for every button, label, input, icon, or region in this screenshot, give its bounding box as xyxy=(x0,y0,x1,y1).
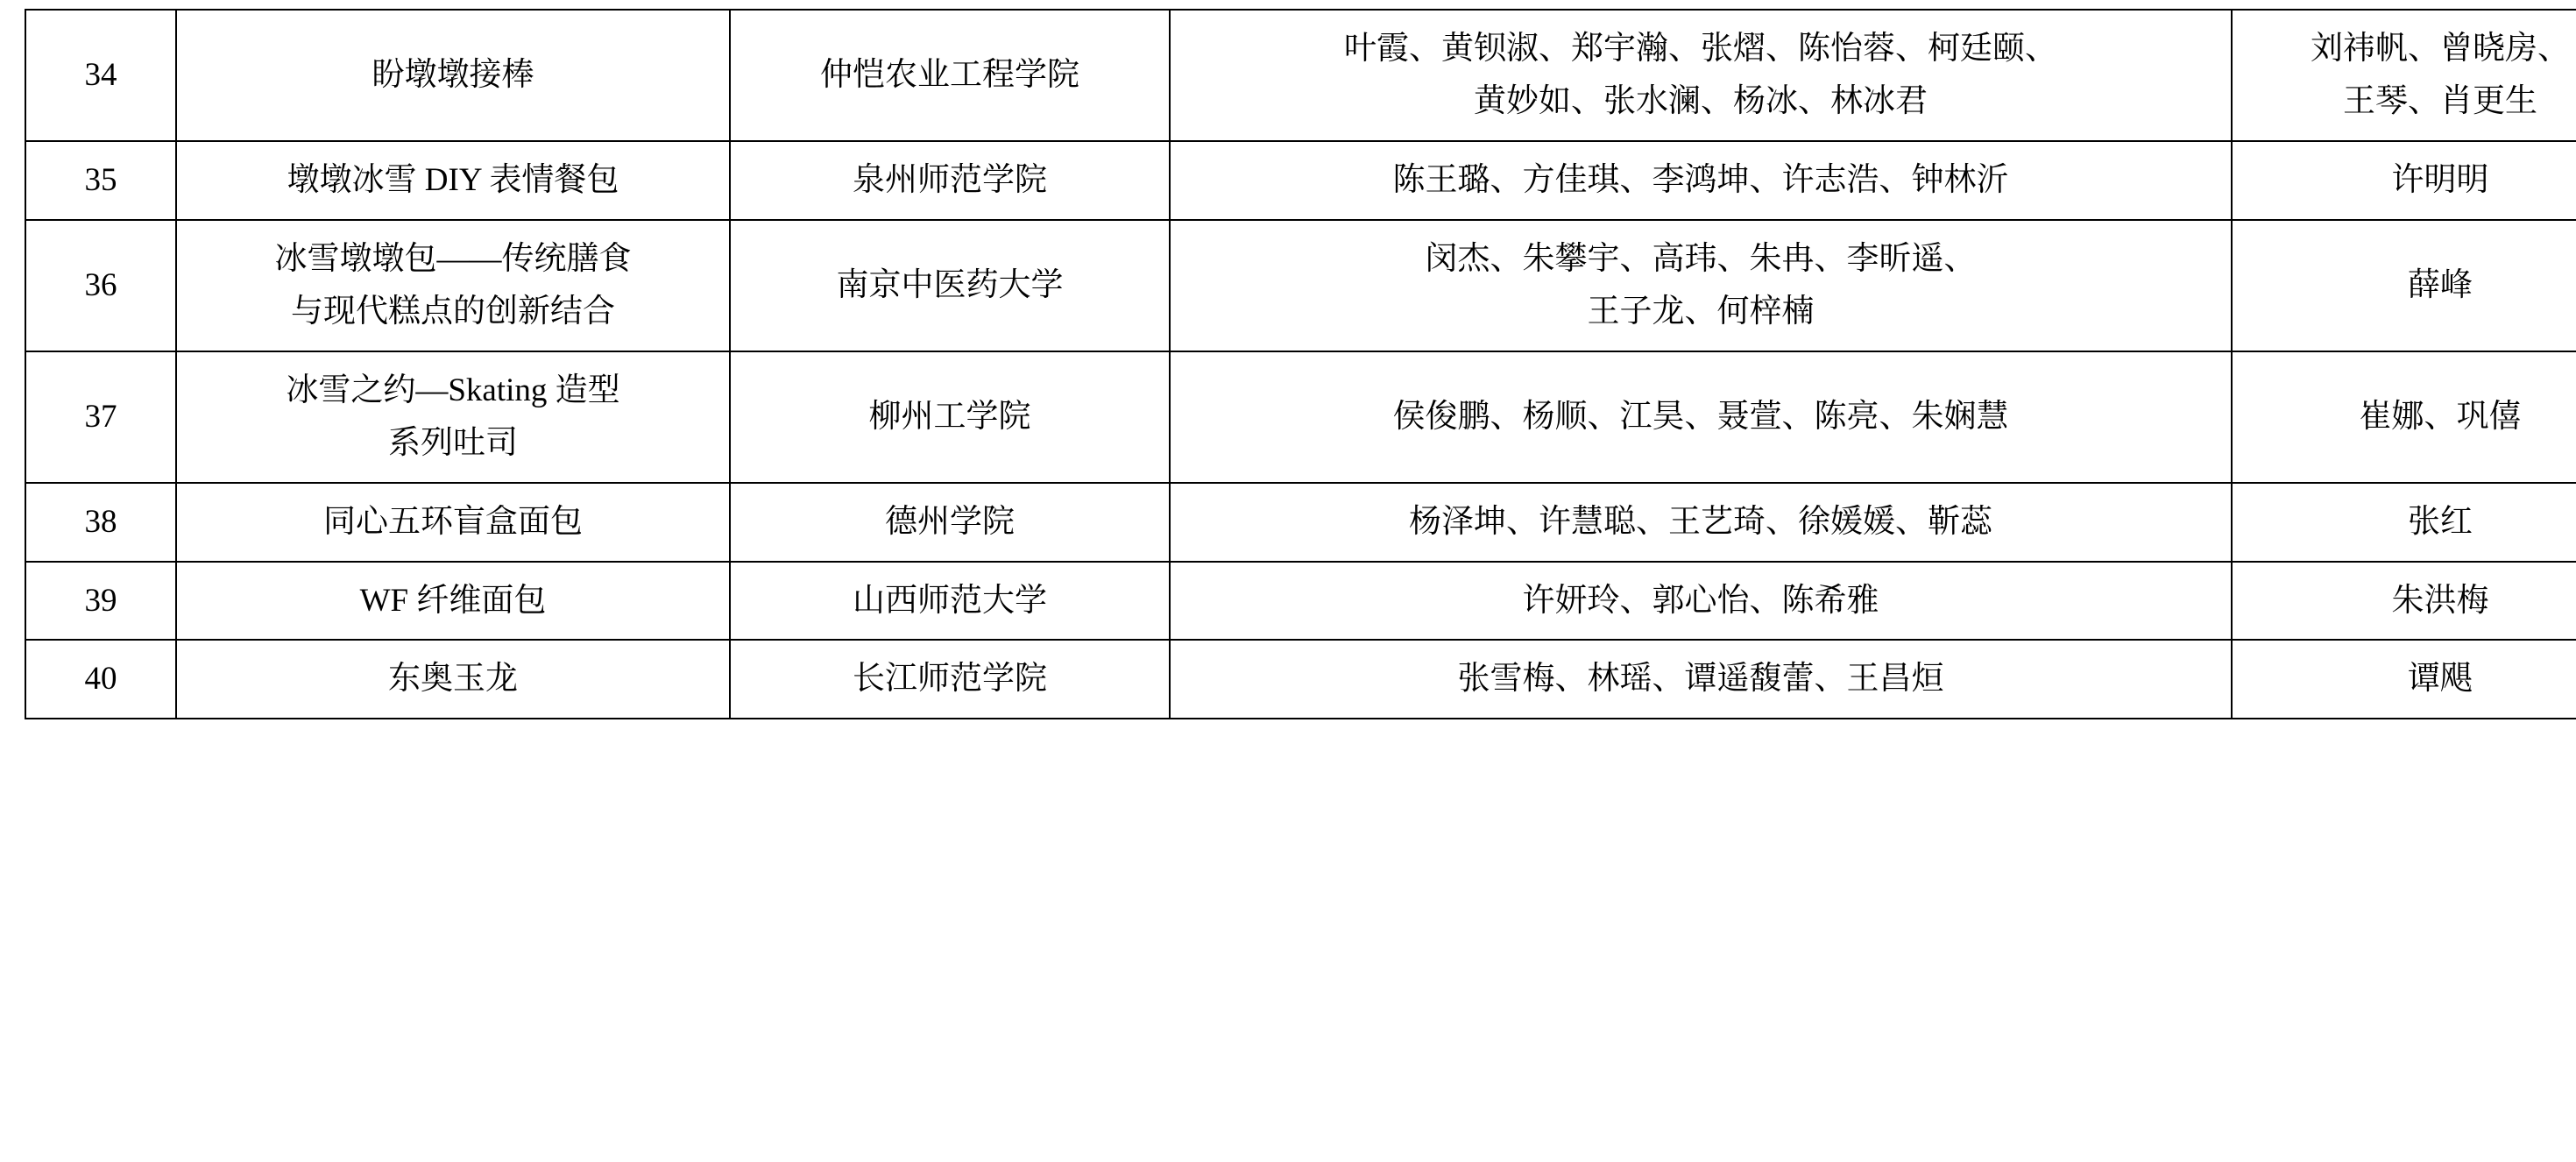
work-title: 冰雪之约—Skating 造型 系列吐司 xyxy=(176,351,730,483)
team-members: 闵杰、朱攀宇、高玮、朱冉、李昕遥、 王子龙、何梓楠 xyxy=(1170,220,2232,351)
advisor-teacher: 谭飓 xyxy=(2232,640,2576,719)
work-title: 东奥玉龙 xyxy=(176,640,730,719)
row-number: 39 xyxy=(25,562,176,641)
row-number: 36 xyxy=(25,220,176,351)
school-name: 仲恺农业工程学院 xyxy=(730,10,1170,141)
table-row xyxy=(25,562,2576,641)
advisor-teacher: 刘祎帆、曾晓房、 王琴、肖更生 xyxy=(2232,10,2576,141)
team-members: 杨泽坤、许慧聪、王艺琦、徐媛媛、靳蕊 xyxy=(1170,483,2232,562)
school-name: 柳州工学院 xyxy=(730,351,1170,483)
row-number: 37 xyxy=(25,351,176,483)
team-members: 张雪梅、林瑶、谭遥馥蕾、王昌烜 xyxy=(1170,640,2232,719)
advisor-teacher: 朱洪梅 xyxy=(2232,562,2576,641)
school-name: 德州学院 xyxy=(730,483,1170,562)
table-row xyxy=(25,220,2576,351)
table-row xyxy=(25,10,2576,141)
team-members: 侯俊鹏、杨顺、江昊、聂萱、陈亮、朱娴慧 xyxy=(1170,351,2232,483)
table-row xyxy=(25,640,2576,719)
advisor-teacher: 薛峰 xyxy=(2232,220,2576,351)
school-name: 山西师范大学 xyxy=(730,562,1170,641)
entries-table-body xyxy=(25,10,2576,719)
school-name: 泉州师范学院 xyxy=(730,141,1170,220)
advisor-teacher: 许明明 xyxy=(2232,141,2576,220)
table-row xyxy=(25,351,2576,483)
school-name: 长江师范学院 xyxy=(730,640,1170,719)
team-members: 叶霞、黄钡淑、郑宇瀚、张熠、陈怡蓉、柯廷颐、 黄妙如、张水澜、杨冰、林冰君 xyxy=(1170,10,2232,141)
advisor-teacher: 张红 xyxy=(2232,483,2576,562)
work-title: 同心五环盲盒面包 xyxy=(176,483,730,562)
row-number: 35 xyxy=(25,141,176,220)
row-number: 34 xyxy=(25,10,176,141)
work-title: 墩墩冰雪 DIY 表情餐包 xyxy=(176,141,730,220)
row-number: 38 xyxy=(25,483,176,562)
school-name: 南京中医药大学 xyxy=(730,220,1170,351)
team-members: 陈王璐、方佳琪、李鸿坤、许志浩、钟林沂 xyxy=(1170,141,2232,220)
advisor-teacher: 崔娜、巩僖 xyxy=(2232,351,2576,483)
work-title: WF 纤维面包 xyxy=(176,562,730,641)
team-members: 许妍玲、郭心怡、陈希雅 xyxy=(1170,562,2232,641)
entries-table xyxy=(25,9,2576,719)
table-row xyxy=(25,483,2576,562)
work-title: 冰雪墩墩包——传统膳食 与现代糕点的创新结合 xyxy=(176,220,730,351)
table-row xyxy=(25,141,2576,220)
work-title: 盼墩墩接棒 xyxy=(176,10,730,141)
row-number: 40 xyxy=(25,640,176,719)
